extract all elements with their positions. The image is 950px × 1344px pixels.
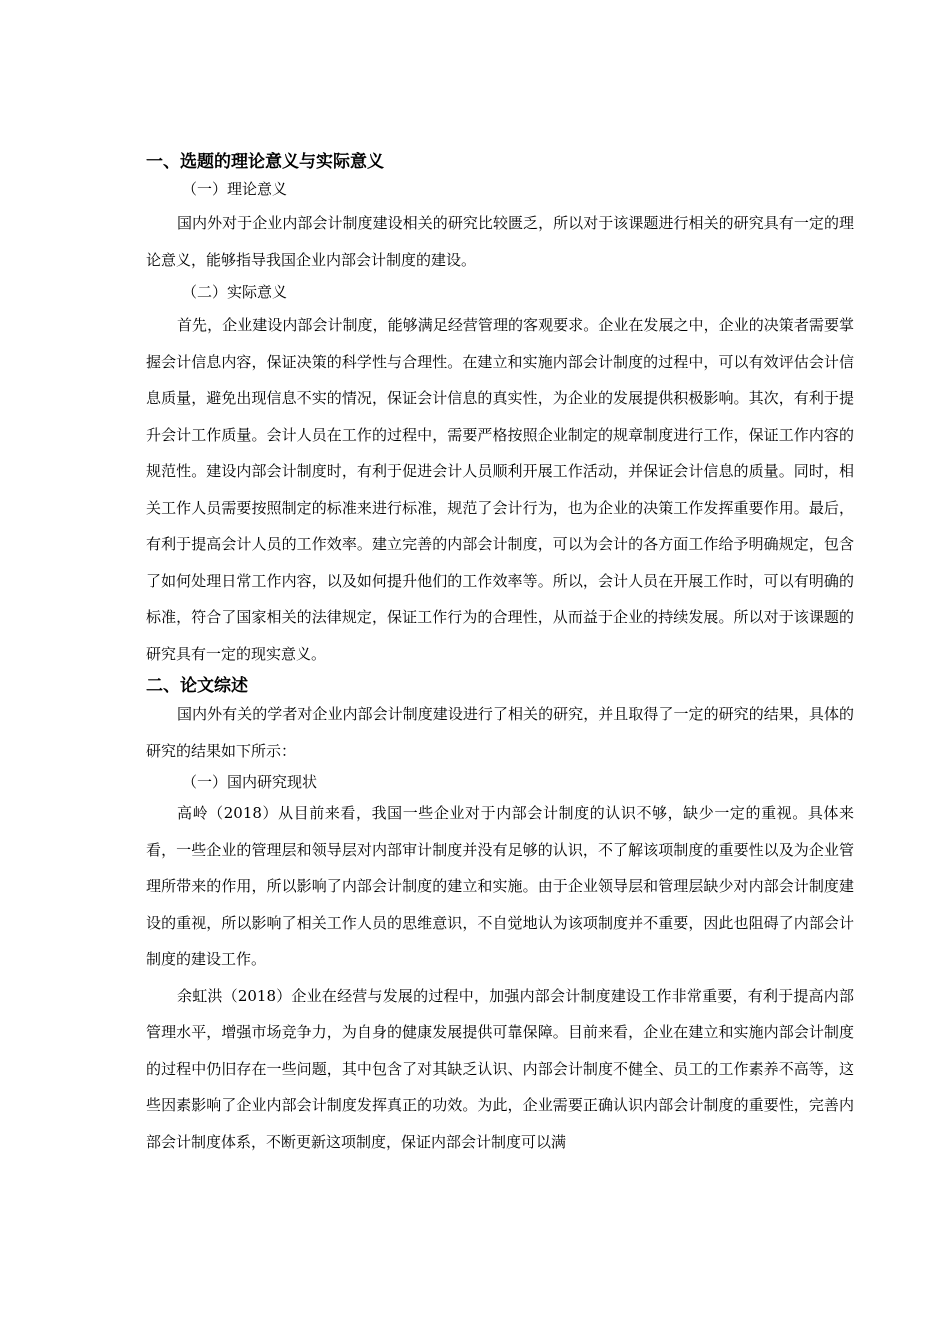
paragraph-yu-hongxing-2018: 余虹洪（2018）企业在经营与发展的过程中，加强内部会计制度建设工作非常重要，有利于提高内部管理水平，增强市场竞争力，为自身的健康发展提供可靠保障。目前来看，企业在建立和实施内部会计制度的过程中仍旧存在一些问题，其中包含了对其缺乏认识、内部会计制度不健全、员工的工作素养不高等，这些因素影响了企业内部会计制度发挥真正的功效。为此，企业需要正确认识内部会计制度的重要性，完善内部会计制度体系，不断更新这项制度，保证内部会计制度可以满	[146, 986, 854, 1151]
subheading-practical-significance: （二）实际意义	[182, 283, 288, 301]
subheading-domestic-research: （一）国内研究现状	[182, 773, 318, 791]
paragraph-practical-significance: 首先，企业建设内部会计制度，能够满足经营管理的客观要求。企业在发展之中，企业的决策者需要掌握会计信息内容，保证决策的科学性与合理性。在建立和实施内部会计制度的过程中，可以有效评估会计信息质量，避免出现信息不实的情况，保证会计信息的真实性，为企业的发展提供积极影响。其次，有利于提升会计工作质量。会计人员在工作的过程中，需要严格按照企业制定的规章制度进行工作，保证工作内容的规范性。建设内部会计制度时，有利于促进会计人员顺利开展工作活动，并保证会计信息的质量。同时，相关工作人员需要按照制定的标准来进行标准，规范了会计行为，也为企业的决策工作发挥重要作用。最后，有利于提高会计人员的工作效率。建立完善的内部会计制度，可以为会计的各方面工作给予明确规定，包含了如何处理日常工作内容，以及如何提升他们的工作效率等。所以，会计人员在开展工作时，可以有明确的标准，符合了国家相关的法律规定，保证工作行为的合理性，从而益于企业的持续发展。所以对于该课题的研究具有一定的现实意义。	[146, 316, 854, 663]
subheading-theoretical-significance: （一）理论意义	[182, 180, 288, 198]
section-heading-significance: 一、选题的理论意义与实际意义	[146, 152, 384, 172]
paragraph-theoretical-significance: 国内外对于企业内部会计制度建设相关的研究比较匮乏，所以对于该课题进行相关的研究具有一定的理论意义，能够指导我国企业内部会计制度的建设。	[146, 214, 854, 269]
paragraph-review-intro: 国内外有关的学者对企业内部会计制度建设进行了相关的研究，并且取得了一定的研究的结果，具体的研究的结果如下所示：	[146, 705, 854, 760]
document-page	[146, 148, 854, 1160]
paragraph-gao-ling-2018: 高岭（2018）从目前来看，我国一些企业对于内部会计制度的认识不够，缺少一定的重视。具体来看，一些企业的管理层和领导层对内部审计制度并没有足够的认识，不了解该项制度的重要性以及为企业管理所带来的作用，所以影响了内部会计制度的建立和实施。由于企业领导层和管理层缺少对内部会计制度建设的重视，所以影响了相关工作人员的思维意识，不自觉地认为该项制度并不重要，因此也阻碍了内部会计制度的建设工作。	[146, 804, 854, 968]
section-heading-literature-review: 二、论文综述	[146, 676, 248, 696]
